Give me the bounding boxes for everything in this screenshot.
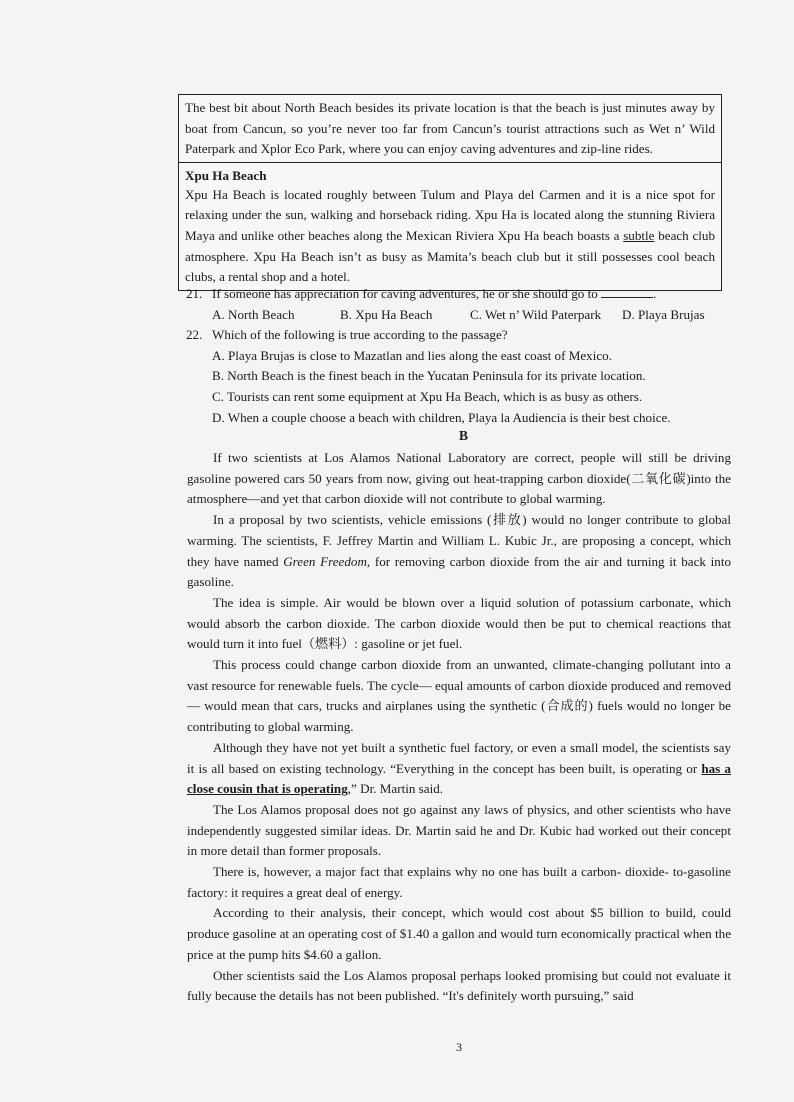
paragraph: The Los Alamos proposal does not go against any laws of physics, and other scientists who have independently suggested similar ideas. Dr. Martin said he and Dr. Kubic had worked out their concept in more detail than former proposals. bbox=[187, 801, 731, 859]
answer-blank bbox=[601, 285, 653, 298]
option-c: C. Tourists can rent some equipment at Xpu Ha Beach, which is as busy as others. bbox=[212, 388, 643, 404]
north-beach-text: The best bit about North Beach besides its private location is that the beach is just minutes away by boat from Cancun, so you’re never too far from Cancun’s tourist attractions such as Wet n’ Wild Paterpark and Xplor Eco Park, where you can enjoy caving adventures and zip-line rides. bbox=[185, 100, 715, 157]
underlined-word: subtle bbox=[623, 227, 655, 243]
option-a: A. Playa Brujas is close to Mazatlan and lies along the east coast of Mexico. bbox=[212, 347, 612, 363]
concept-name: Green Freedom bbox=[283, 553, 367, 569]
question-stem: If someone has appreciation for caving adventures, he or she should go to bbox=[212, 286, 598, 301]
option-d: D. Playa Brujas bbox=[622, 306, 705, 322]
passage-b bbox=[187, 448, 731, 1007]
question-number: 22. bbox=[186, 327, 203, 343]
option-b: B. North Beach is the finest beach in the Yucatan Peninsula for its private location. bbox=[212, 368, 646, 384]
question-21: 21. If someone has appreciation for caving adventures, he or she should go to . bbox=[186, 284, 726, 305]
paragraph: Other scientists said the Los Alamos proposal perhaps looked promising but could not evaluate it fully because the details has not been published. “It's definitely worth pursuing,” said bbox=[187, 967, 731, 1004]
question-number: 21. bbox=[186, 286, 203, 301]
question-list bbox=[186, 284, 726, 428]
paragraph: This process could change carbon dioxide from an unwanted, climate-changing pollutant into a vast resource for renewable fuels. The cycle— equal amounts of carbon dioxide produced and removed— would mean that cars, trucks and airplanes using the synthetic (合成的) fuels would no longer be contributing to global warming. bbox=[187, 657, 731, 735]
option-d: D. When a couple choose a beach with children, Playa la Audiencia is their best choice. bbox=[212, 409, 671, 425]
paragraph: The idea is simple. Air would be blown over a liquid solution of potassium carbonate, which would absorb the carbon dioxide. The carbon dioxide would then be put to chemical reactions that would turn it into fuel（燃料）: gasoline or jet fuel. bbox=[187, 594, 731, 652]
xpu-ha-section bbox=[179, 162, 721, 290]
question-21-options bbox=[212, 305, 726, 326]
highlighted-phrase: has a close cousin that is operating bbox=[187, 760, 731, 797]
option-a: A. North Beach bbox=[212, 306, 295, 322]
paragraph: There is, however, a major fact that explains why no one has built a carbon- dioxide- to-gasoline factory: it requires a great deal of energy. bbox=[187, 864, 731, 900]
north-beach-section bbox=[179, 95, 721, 162]
xpu-ha-text: Xpu Ha Beach is located roughly between Tulum and Playa del Carmen and it is a nice spot for relaxing under the sun, walking and horseback riding. Xpu Ha is located along the stunning Riviera Maya and unlike other beaches along the Mexican Riviera Xpu Ha beach boasts a subtle beach club atmosphere. Xpu Ha Beach isn’t as busy as Mamita’s beach club but it still possesses cool beach clubs, a rental shop and a hotel. bbox=[185, 186, 715, 285]
page-number: 3 bbox=[456, 1040, 462, 1054]
question-stem: Which of the following is true according to the passage? bbox=[212, 327, 508, 343]
option-b: B. Xpu Ha Beach bbox=[340, 306, 433, 322]
paragraph: In a proposal by two scientists, vehicle emissions (排放) would no longer contribute to global warming. The scientists, F. Jeffrey Martin and William L. Kubic Jr., are proposing a concept, which they have named Green Freedom, for removing carbon dioxide from the air and turning it back into gasoline. bbox=[187, 512, 731, 590]
option-c: C. Wet n’ Wild Paterpark bbox=[470, 306, 602, 322]
xpu-ha-title: Xpu Ha Beach bbox=[185, 167, 267, 183]
passage-a-box bbox=[178, 94, 722, 291]
paragraph: If two scientists at Los Alamos National Laboratory are correct, people will still be driving gasoline powered cars 50 years from now, giving out heat-trapping carbon dioxide(二氧化碳)into the atmosphere—and yet that carbon dioxide will not contribute to global warming. bbox=[187, 450, 731, 507]
paragraph: Although they have not yet built a synthetic fuel factory, or even a small model, the scientists say it is all based on existing technology. “Everything in the concept has been built, is operating or has a close cousin that is operating,” Dr. Martin said. bbox=[187, 739, 731, 797]
question-22 bbox=[186, 325, 726, 346]
paragraph: According to their analysis, their concept, which would cost about $5 billion to build, could produce gasoline at an operating cost of $1.40 a gallon and would turn economically practical when the price at the pump hits $4.60 a gallon. bbox=[187, 905, 731, 962]
section-b-heading: B bbox=[459, 428, 469, 443]
